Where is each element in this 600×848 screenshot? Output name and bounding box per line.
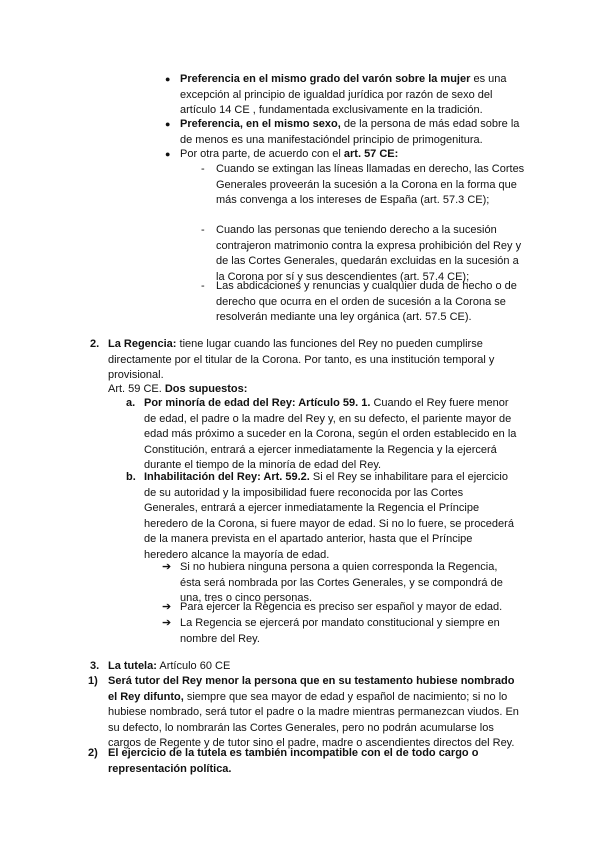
dash-marker: -: [201, 280, 205, 292]
bullet-item: [165, 147, 525, 163]
section-regencia: [90, 337, 518, 384]
bullet-dot: ●: [165, 74, 171, 84]
item-marker: 2): [88, 747, 98, 759]
section-text: tiene lugar cuando las funciones del Rey no pueden cumplirse directamente por el titular de la Corona. Por tanto, es una institución temporal y provisional.: [108, 338, 495, 381]
arrow-icon: ➔: [162, 561, 172, 573]
bullet-dot: ●: [165, 119, 171, 129]
numbered-item: [88, 746, 526, 777]
item-text: Cuando el Rey fuere menor de edad, el padre o la madre del Rey y, en su defecto, el pariente mayor de edad más próximo a suceder en la Corona, según el orden establecido en la Constitución, entrará a ejercer inmediatamente la Regencia y la ejercerá durante el tiempo de la minoría de edad del Rey.: [144, 397, 517, 471]
arrow-icon: ➔: [162, 601, 172, 613]
arrow-icon: ➔: [162, 617, 172, 629]
bullet-dot: ●: [165, 149, 171, 159]
arrow-text: Si no hubiera ninguna persona a quien corresponda la Regencia, ésta será nombrada por las Cortes Generales, y se compondrá de una, tres o cinco personas.: [180, 561, 503, 604]
arrow-item: [162, 600, 510, 616]
section-tutela: [90, 659, 518, 675]
lettered-item: [126, 470, 519, 563]
item-text: siempre que sea mayor de edad y español de nacimiento; si no lo hubiese nombrado, será tutor el padre o la madre mientras permanezcan viudos. En su defecto, lo nombrarán las Cortes Generales, pero no podrán acumularse los cargos de Regente y de tutor sino el padre, madre o ascendientes directos del Rey.: [108, 690, 519, 749]
article-bold: Dos supuestos:: [164, 383, 248, 395]
sub-item: [201, 279, 528, 326]
bullet-item: [165, 117, 525, 148]
bullet-text: Por otra parte, de acuerdo con el: [180, 148, 344, 160]
section-text: Artículo 60 CE: [156, 660, 231, 672]
section-title: La tutela:: [108, 660, 157, 672]
item-marker: b.: [126, 471, 136, 483]
sub-item: [201, 162, 528, 209]
lettered-item: [126, 396, 519, 474]
bullet-bold: Preferencia, en el mismo sexo,: [180, 118, 341, 130]
arrow-text: Para ejercer la Regencia es preciso ser español y mayor de edad.: [180, 601, 503, 613]
section-title: La Regencia:: [108, 338, 177, 350]
bullet-text: es una excepción al principio de igualdad jurídica por razón de sexo del artículo 14 CE , fundamentada exclusivamente en la tradición.: [180, 73, 507, 116]
dash-marker: -: [201, 224, 205, 236]
arrow-item: [162, 616, 510, 647]
bullet-item: [165, 72, 525, 119]
sub-item-text: Cuando las personas que teniendo derecho a la sucesión contrajeron matrimonio contra la expresa prohibición del Rey y de las Cortes Generales, quedarán excluidas en la sucesión a la Corona por sí y sus descendientes (art. 57.4 CE);: [216, 224, 522, 283]
item-bold: Inhabilitación del Rey: Art. 59.2.: [144, 471, 310, 483]
item-bold: Por minoría de edad del Rey: Artículo 59. 1.: [144, 397, 371, 409]
section-number: 3.: [90, 660, 100, 672]
article-ref: Art. 59 CE.: [108, 383, 165, 395]
item-marker: 1): [88, 675, 98, 687]
section-number: 2.: [90, 338, 100, 350]
bullet-bold: Preferencia en el mismo grado del varón sobre la mujer: [180, 73, 471, 85]
numbered-item: [88, 674, 526, 752]
arrow-text: La Regencia se ejercerá por mandato constitucional y siempre en nombre del Rey.: [180, 617, 500, 645]
sub-item: [201, 223, 528, 285]
item-text: Si el Rey se inhabilitare para el ejercicio de su autoridad y la imposibilidad fuere reconocida por las Cortes Generales, entrará a ejercer inmediatamente la Regencia el Príncipe heredero de la Corona, si fuere mayor de edad. Si no lo fuere, se procederá de la manera prevista en el apartado anterior, hasta que el Príncipe heredero alcance la mayoría de edad.: [144, 471, 514, 561]
dash-marker: -: [201, 163, 205, 175]
sub-item-text: Las abdicaciones y renuncias y cualquier duda de hecho o de derecho que ocurra en el orden de sucesión a la Corona se resolverán mediante una ley orgánica (art. 57.5 CE).: [216, 280, 517, 323]
item-bold: El ejercicio de la tutela es también incompatible con el de todo cargo o representación política.: [108, 747, 479, 775]
bullet-bold: art. 57 CE:: [343, 148, 399, 160]
item-marker: a.: [126, 397, 136, 409]
sub-item-text: Cuando se extingan las líneas llamadas en derecho, las Cortes Generales proveerán la sucesión a la Corona en la forma que más convenga a los intereses de España (art. 57.3 CE);: [216, 163, 525, 206]
bullet-text: de la persona de más edad sobre la de menos es una manifestacióndel principio de primogenitura.: [180, 118, 520, 146]
item-bold: Será tutor del Rey menor la persona que en su testamento hubiese nombrado el Rey difunto,: [108, 675, 515, 703]
